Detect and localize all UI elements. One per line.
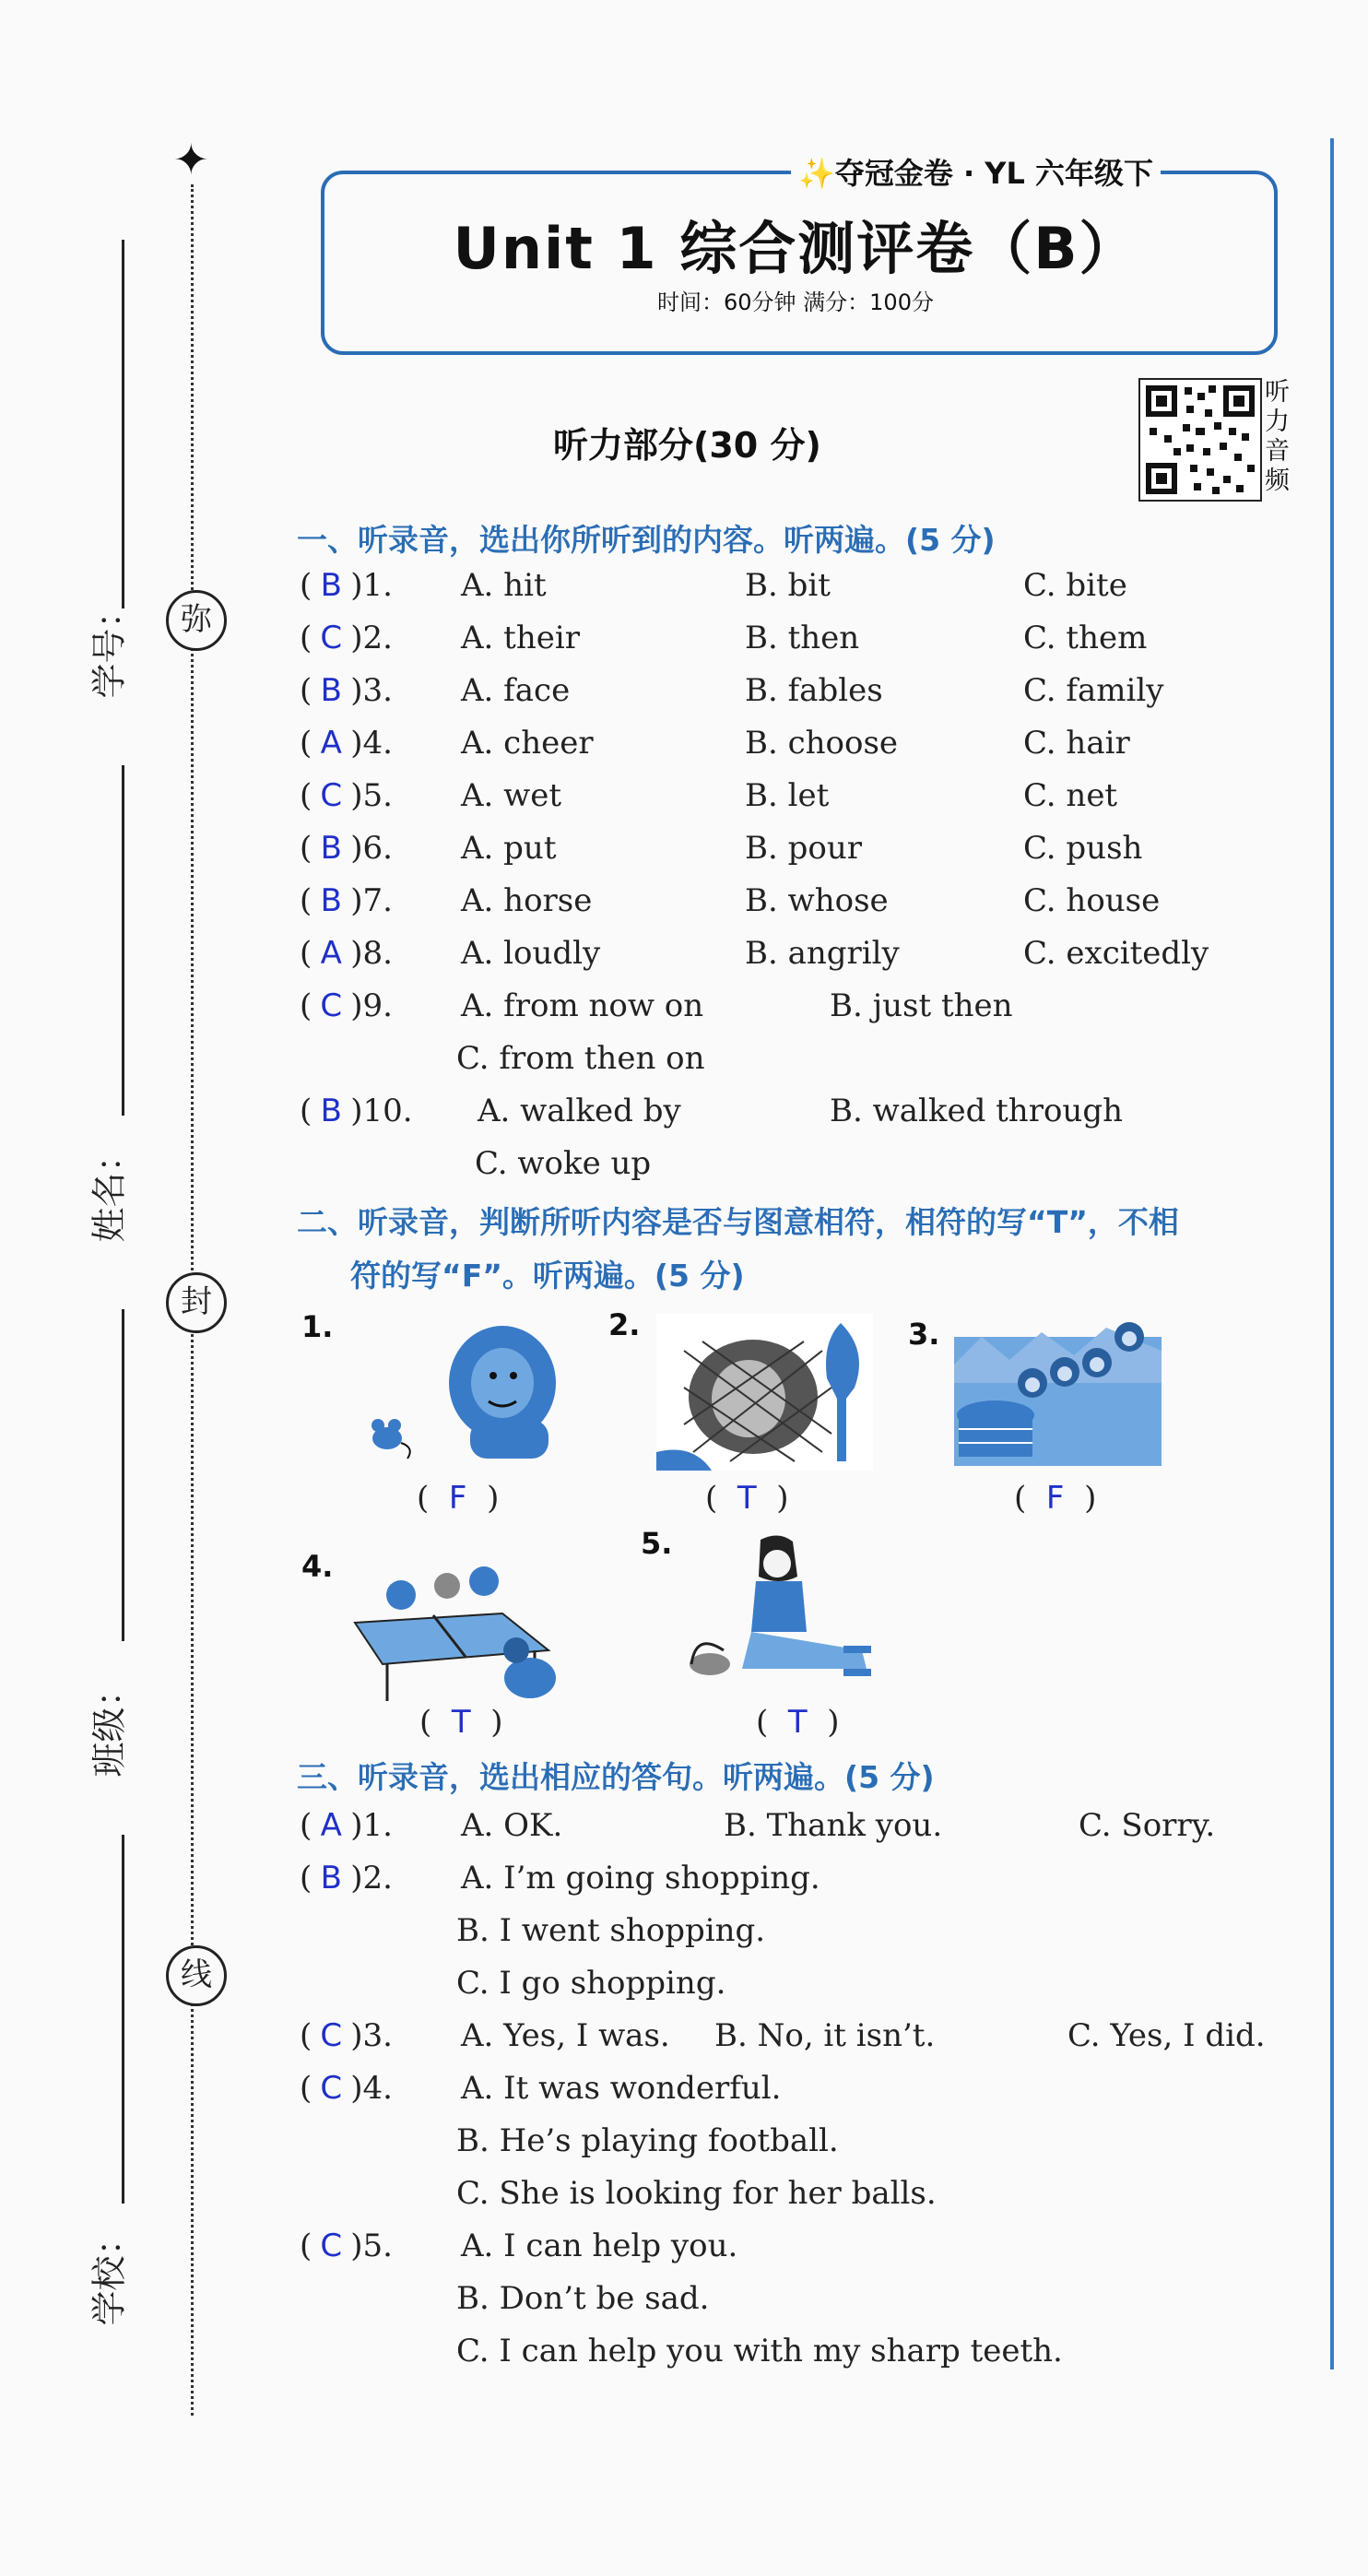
monkeys-at-well-picture [954, 1309, 1162, 1466]
picture-answer: ( F ) [417, 1480, 500, 1517]
seal-mi: 弥 [166, 590, 227, 651]
option-c: C. family [1023, 672, 1164, 709]
option-b: B. walked through [830, 1093, 1123, 1129]
question-row: ( C )9. [300, 987, 393, 1024]
option-c: C. I can help you with my sharp teeth. [456, 2333, 1063, 2369]
picture-answer: ( T ) [419, 1704, 503, 1741]
option-a: A. hit [461, 567, 547, 604]
seal-feng: 封 [166, 1272, 227, 1333]
option-c: C. woke up [475, 1145, 652, 1182]
answer: B [320, 567, 342, 604]
question-row: ( B )6. [300, 830, 393, 867]
question-row: ( A )8. [300, 935, 393, 972]
answer: C [320, 777, 343, 814]
section2-title-line2: 符的写“F”。听两遍。(5 分) [350, 1258, 745, 1294]
time-score-info: 时间：60分钟 满分：100分 [657, 290, 934, 315]
right-edge-bar [1330, 138, 1334, 2369]
answer: C [320, 620, 343, 656]
answer: C [320, 2227, 343, 2264]
option-b: B. let [745, 777, 830, 814]
question-row: ( C )4. [300, 2070, 393, 2107]
option-c: C. excitedly [1023, 935, 1209, 972]
section3-title: 三、听录音，选出相应的答句。听两遍。(5 分) [297, 1759, 935, 1795]
option-c: C. net [1023, 777, 1118, 814]
option-c: C. I go shopping. [456, 1965, 726, 2002]
sparkle-icon: ✨ [798, 156, 835, 191]
question-row: ( A )4. [300, 725, 393, 762]
option-a: A. their [461, 620, 580, 656]
mouse-and-lion-picture [350, 1309, 572, 1466]
question-row: ( B )2. [300, 1860, 393, 1897]
question-row: ( C )5. [300, 777, 393, 814]
answer: B [320, 1093, 342, 1129]
name-label: 姓名： [88, 1137, 130, 1243]
school-label: 学校： [88, 2220, 130, 2326]
picture-number: 1. [301, 1309, 334, 1344]
question-row: ( B )7. [300, 882, 393, 919]
option-a: A. from now on [461, 987, 704, 1024]
question-row: ( B )3. [300, 672, 393, 709]
answer: A [320, 1807, 342, 1844]
option-b: B. No, it isn’t. [714, 2017, 936, 2054]
option-a: A. put [461, 830, 557, 867]
option-c: C. Sorry. [1079, 1807, 1216, 1844]
sad-girl-picture [687, 1530, 899, 1687]
qr-label: 听力音频 [1265, 378, 1290, 495]
picture-number: 4. [301, 1549, 334, 1584]
animals-table-tennis-picture [346, 1549, 567, 1706]
picture-number: 2. [608, 1307, 641, 1342]
school-line [122, 1835, 124, 2204]
option-b: B. then [745, 620, 860, 656]
option-b: B. Thank you. [724, 1807, 943, 1844]
option-b: B. I went shopping. [456, 1912, 766, 1949]
option-a: A. face [461, 672, 571, 709]
class-label: 班级： [88, 1672, 130, 1778]
star-icon: ✦ [173, 135, 209, 184]
option-a: A. Yes, I was. [461, 2017, 670, 2054]
page-title: Unit 1 综合测评卷（B） [453, 215, 1138, 282]
question-row: ( C )3. [300, 2017, 393, 2054]
section1-title: 一、听录音，选出你所听到的内容。听两遍。(5 分) [297, 522, 996, 558]
question-row: ( A )1. [300, 1807, 393, 1844]
answer: C [320, 987, 343, 1024]
option-c: C. from then on [456, 1040, 705, 1077]
section2-title-line1: 二、听录音，判断所听内容是否与图意相符，相符的写“T”，不相 [297, 1204, 1179, 1240]
lion-in-net-picture [656, 1314, 873, 1471]
option-c: C. house [1023, 882, 1161, 919]
brand-label: ✨夺冠金卷 · YL 六年级下 [791, 150, 1161, 193]
option-a: A. walked by [478, 1093, 681, 1129]
option-b: B. Don’t be sad. [456, 2280, 710, 2317]
answer: C [320, 2070, 343, 2107]
option-a: A. I can help you. [461, 2227, 738, 2264]
option-b: B. pour [745, 830, 862, 867]
picture-answer: ( F ) [1014, 1480, 1097, 1517]
answer: B [320, 882, 342, 919]
answer: B [320, 1860, 342, 1897]
option-a: A. loudly [461, 935, 601, 972]
picture-answer: ( T ) [756, 1704, 840, 1741]
option-a: A. It was wonderful. [461, 2070, 782, 2107]
option-b: B. angrily [745, 935, 900, 972]
answer: A [320, 725, 342, 762]
answer: A [320, 935, 342, 972]
option-a: A. horse [461, 882, 593, 919]
option-c: C. them [1023, 620, 1148, 656]
option-c: C. push [1023, 830, 1143, 867]
qr-code-icon[interactable] [1138, 378, 1262, 502]
option-c: C. bite [1023, 567, 1127, 604]
question-row: ( C )5. [300, 2227, 393, 2264]
option-b: B. fables [745, 672, 883, 709]
picture-number: 3. [908, 1317, 940, 1352]
answer: C [320, 2017, 343, 2054]
option-c: C. Yes, I did. [1067, 2017, 1266, 2054]
answer: B [320, 672, 342, 709]
option-a: A. OK. [461, 1807, 563, 1844]
option-c: C. She is looking for her balls. [456, 2175, 937, 2212]
option-a: A. cheer [461, 725, 594, 762]
seal-xian: 线 [166, 1945, 227, 2006]
option-b: B. whose [745, 882, 889, 919]
name-line [122, 765, 124, 1116]
question-row: ( B )1. [300, 567, 393, 604]
student-id-label: 学号： [88, 593, 130, 699]
option-c: C. hair [1023, 725, 1130, 762]
option-b: B. choose [745, 725, 899, 762]
question-row: ( B )10. [300, 1093, 413, 1129]
option-a: A. wet [461, 777, 562, 814]
picture-answer: ( T ) [705, 1480, 789, 1517]
question-row: ( C )2. [300, 620, 393, 656]
option-b: B. just then [830, 987, 1013, 1024]
option-b: B. He’s playing football. [456, 2122, 839, 2159]
answer: B [320, 830, 342, 867]
class-line [122, 1309, 124, 1641]
option-a: A. I’m going shopping. [461, 1860, 820, 1897]
listening-part-title: 听力部分(30 分) [553, 425, 821, 466]
picture-number: 5. [641, 1526, 673, 1561]
option-b: B. bit [745, 567, 831, 604]
student-id-line [122, 240, 124, 609]
